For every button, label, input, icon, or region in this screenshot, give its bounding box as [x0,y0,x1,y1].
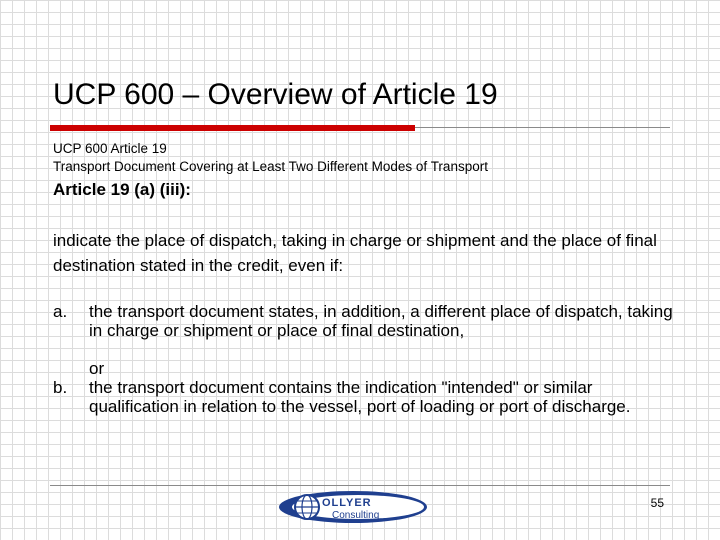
title-rule-red [50,125,415,131]
title-rule-grey [415,127,670,128]
slide-title: UCP 600 – Overview of Article 19 [53,78,498,111]
subheading-article: UCP 600 Article 19 [53,141,167,156]
list-text-a: the transport document states, in addition, a different place of dispatch, taking in charge or shipment or place of final destination, [89,302,673,340]
subheading-description: Transport Document Covering at Least Two Different Modes of Transport [53,159,488,174]
slide-number: 55 [650,496,664,510]
logo-word-2: Consulting [332,510,380,521]
list-marker-b: b. [53,378,68,397]
collyer-logo [278,490,428,524]
bottom-rule [50,485,670,486]
globe-icon [295,495,319,519]
list-item-a [53,302,673,340]
list-marker-a: a. [53,302,68,321]
logo-word-1: OLLYER [322,497,372,509]
list-connector-or [53,359,673,378]
list-text-b: the transport document contains the indication "intended" or similar qualification in relation to the vessel, port of loading or port of discharge. [89,378,631,416]
list-item-b [53,378,673,416]
intro-paragraph: indicate the place of dispatch, taking in charge or shipment and the place of final destination stated in the credit, even if: [53,231,657,275]
article-heading: Article 19 (a) (iii): [53,180,191,199]
list-text-or: or [89,359,105,378]
